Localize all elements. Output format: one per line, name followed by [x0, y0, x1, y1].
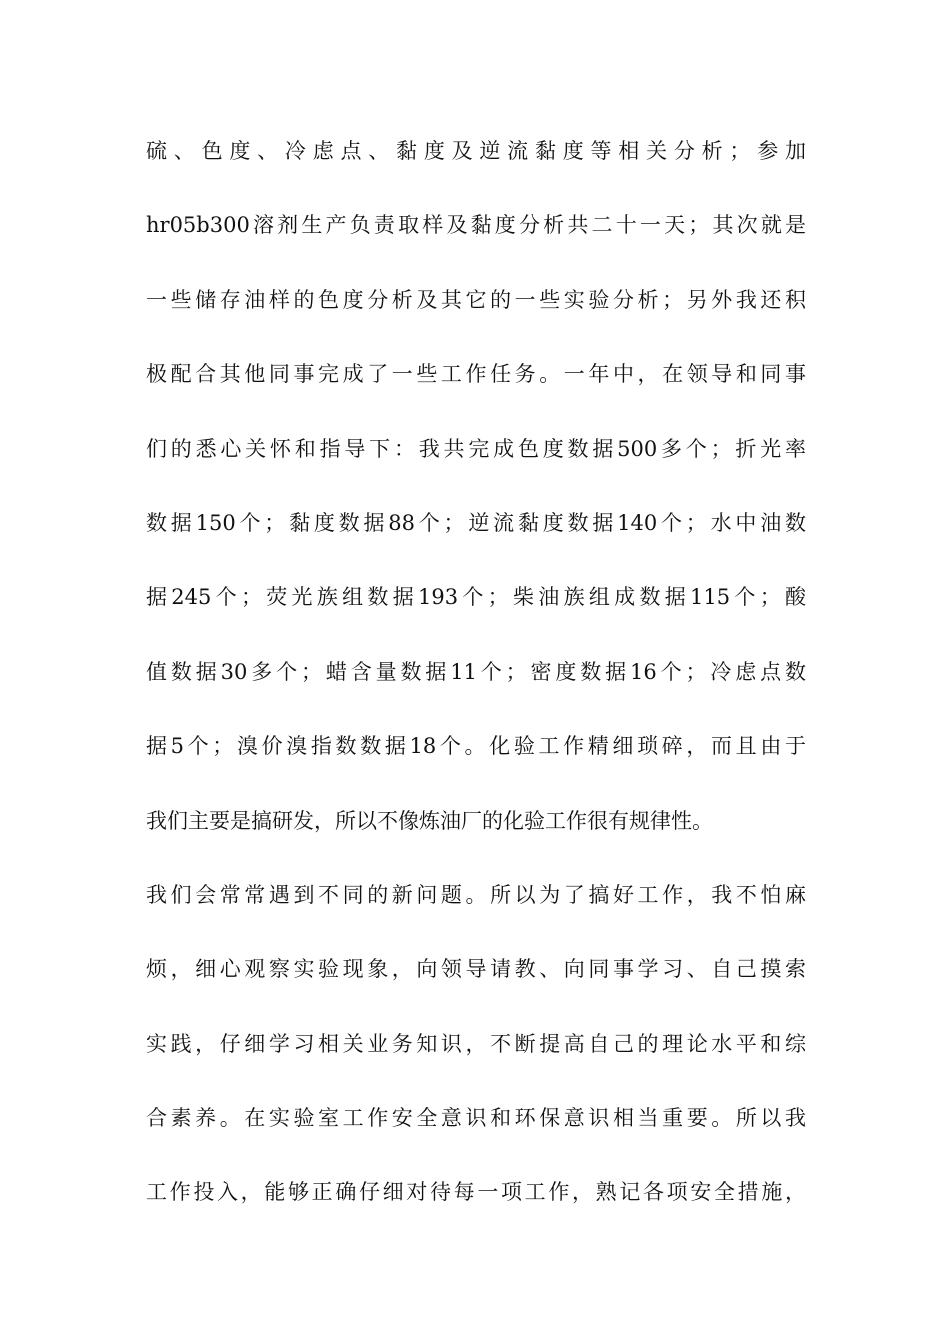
text-line: 我们会常常遇到不同的新问题。所以为了搞好工作，我不怕麻 — [146, 882, 806, 907]
text-line: 合素养。在实验室工作安全意识和环保意识相当重要。所以我 — [146, 1106, 806, 1131]
text-line: 数据150个；黏度数据88个；逆流黏度数据140个；水中油数 — [146, 510, 806, 535]
text-line: 极配合其他同事完成了一些工作任务。一年中，在领导和同事 — [146, 362, 806, 387]
text-line: 实践，仔细学习相关业务知识，不断提高自己的理论水平和综 — [146, 1031, 806, 1056]
text-line: hr05b300溶剂生产负责取样及黏度分析共二十一天；其次就是 — [146, 213, 806, 238]
text-line: 据245个；荧光族组数据193个；柴油族组成数据115个；酸 — [146, 585, 806, 610]
text-line: 我们主要是搞研发，所以不像炼油厂的化验工作很有规律性。 — [146, 808, 713, 833]
text-line: 工作投入，能够正确仔细对待每一项工作，熟记各项安全措施， — [146, 1180, 806, 1205]
text-line: 据5个；溴价溴指数数据18个。化验工作精细琐碎，而且由于 — [146, 734, 806, 759]
text-line: 硫、色度、冷虑点、黏度及逆流黏度等相关分析；参加 — [146, 139, 806, 163]
text-line: 烦，细心观察实验现象，向领导请教、向同事学习、自己摸索 — [146, 957, 806, 982]
text-line: 们的悉心关怀和指导下：我共完成色度数据500多个；折光率 — [146, 436, 806, 461]
body-text — [146, 130, 826, 1246]
text-line: 值数据30多个；蜡含量数据11个；密度数据16个；冷虑点数 — [146, 659, 806, 684]
text-line: 一些储存油样的色度分析及其它的一些实验分析；另外我还积 — [146, 287, 806, 312]
